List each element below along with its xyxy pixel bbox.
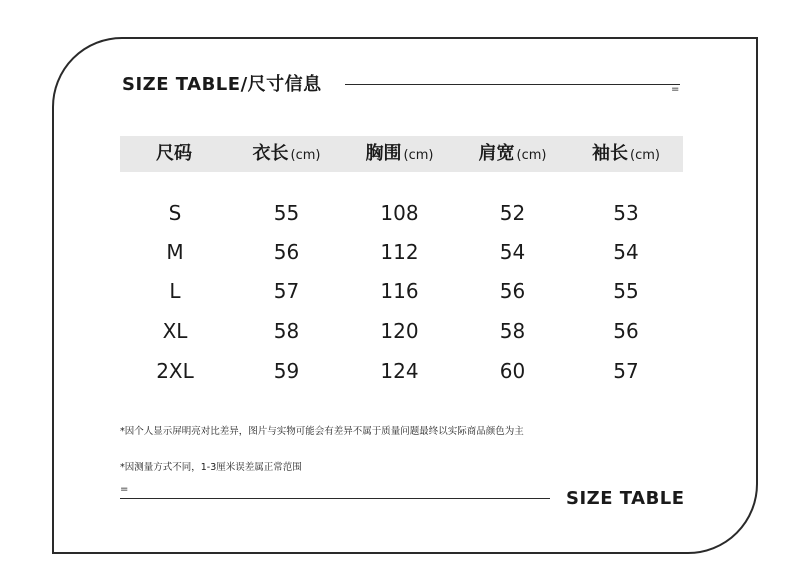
- cell-length: 59: [273, 359, 300, 383]
- cell-size: 2XL: [156, 359, 194, 383]
- cell-chest: 124: [380, 359, 419, 383]
- cell-size: XL: [162, 319, 188, 343]
- cell-sleeve: 54: [613, 240, 639, 264]
- cell-length: 56: [273, 240, 300, 264]
- footer-divider: [120, 498, 550, 499]
- cell-shoulder: 52: [499, 201, 526, 225]
- cell-sleeve: 56: [613, 319, 639, 343]
- cell-size: L: [169, 279, 181, 303]
- table-row: [120, 198, 683, 228]
- table-row: [120, 356, 683, 386]
- footer-title: SIZE TABLE: [566, 488, 685, 509]
- cell-sleeve: 55: [613, 279, 639, 303]
- column-header-length: 衣长 (cm): [252, 143, 321, 164]
- cell-sleeve: 57: [613, 359, 639, 383]
- header-divider: [345, 84, 680, 85]
- cell-shoulder: 58: [499, 319, 526, 343]
- cell-length: 55: [273, 201, 300, 225]
- footer-mark: =: [120, 484, 129, 495]
- table-row: [120, 276, 683, 306]
- table-row: [120, 237, 683, 267]
- column-header-sleeve: 袖长 (cm): [592, 143, 660, 164]
- cell-shoulder: 56: [499, 279, 526, 303]
- note-color-disclaimer: *因个人显示屏明亮对比差异，图片与实物可能会有差异不属于质量问题最终以实际商品颜色为主: [120, 426, 524, 437]
- cell-size: S: [168, 201, 182, 225]
- cell-length: 57: [273, 279, 300, 303]
- note-measurement-tolerance: *因测量方式不同，1-3厘米误差属正常范围: [120, 462, 302, 473]
- column-header-shoulder: 肩宽 (cm): [478, 143, 547, 164]
- cell-length: 58: [273, 319, 300, 343]
- cell-chest: 108: [380, 201, 419, 225]
- cell-shoulder: 54: [499, 240, 526, 264]
- header-mark: =: [671, 84, 680, 95]
- table-row: [120, 316, 683, 346]
- column-header-size: 尺码: [156, 143, 192, 164]
- cell-chest: 112: [380, 240, 419, 264]
- table-header-row: [120, 136, 683, 172]
- cell-shoulder: 60: [499, 359, 526, 383]
- column-header-chest: 胸围 (cm): [365, 143, 434, 164]
- cell-chest: 120: [380, 319, 419, 343]
- header-title: SIZE TABLE/尺寸信息: [122, 74, 322, 95]
- cell-size: M: [166, 240, 184, 264]
- cell-chest: 116: [380, 279, 419, 303]
- cell-sleeve: 53: [613, 201, 639, 225]
